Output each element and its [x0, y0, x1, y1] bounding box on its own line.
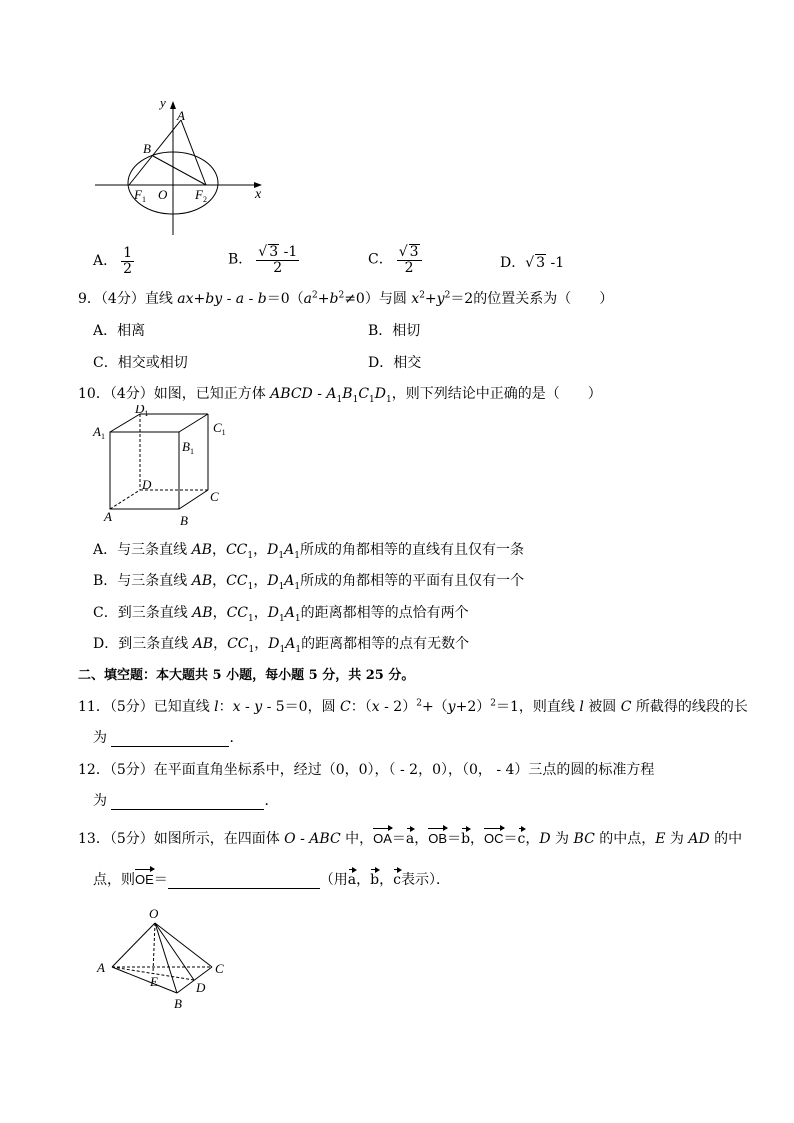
- fraction-sqrt3-minus1-over-2: $\frac{√ 3 -1}{2}$: [258, 244, 298, 276]
- q8-option-b[interactable]: B． $\frac{√ 3 -1}{2}$: [228, 244, 298, 276]
- svg-text:C: C: [215, 961, 224, 976]
- tetrahedron-figure: [92, 905, 237, 1015]
- q9-option-c[interactable]: C．相交或相切: [93, 355, 188, 371]
- y-axis-arrow: [170, 101, 176, 109]
- q8-option-a[interactable]: A． $\frac{1}{2}$: [93, 245, 133, 277]
- q9-option-a[interactable]: A．相离: [93, 323, 146, 339]
- q13-stem: 13．（5分）如图所示，在四面体 O - ABC 中，OA＝a，OB＝b，OC＝c，D 为 BC 的中点，E 为 AD 的中: [78, 831, 743, 847]
- q10-stem: 10．（4分）如图，已知正方体 ABCD - $A_1B_1C_1D_1$，则下列结论中正确的是（ ）: [78, 386, 602, 405]
- q11-answer-blank[interactable]: [111, 732, 229, 747]
- svg-text:C: C: [210, 489, 219, 504]
- q8-option-d[interactable]: D．√ 3 -1: [500, 255, 565, 271]
- svg-text:A1: $A_1$: [93, 424, 105, 441]
- fraction-sqrt3-over-2: $\frac{√ 3}{2}$: [397, 244, 422, 275]
- fraction-half: $\frac{1}{2}$: [123, 245, 133, 277]
- edge-oc: [155, 923, 212, 967]
- hidden-edge: [110, 490, 140, 509]
- edge-od: [155, 923, 194, 980]
- q10-option-a[interactable]: A．与三条直线 AB，$CC_1$，$D_1A_1$所成的角都相等的直线有且仅有一条: [93, 542, 524, 561]
- label-a: A: [177, 108, 185, 123]
- svg-text:B1: $B_1$: [182, 439, 194, 456]
- ellipse-figure: [90, 95, 275, 240]
- svg-text:A: A: [97, 960, 105, 975]
- q13-answer-blank[interactable]: [168, 874, 320, 889]
- q11-stem: 11．（5分）已知直线 l：x - y - 5＝0，圆 C：$(x - 2)^2+(y+2)^2=1$，则直线 l 被圆 C 所截得的线段的长: [78, 698, 748, 715]
- cube-front-face: [110, 432, 179, 509]
- q13-answer-line: 点，则OE＝ （用a，b，c表示）．: [93, 872, 450, 888]
- q10-option-c[interactable]: C．到三条直线 AB，$CC_1$，$D_1A_1$的距离都相等的点恰有两个: [93, 605, 469, 624]
- svg-text:O: O: [149, 906, 159, 921]
- svg-text:D1: $D_1$: [135, 405, 149, 418]
- label-o: O: [158, 187, 168, 202]
- edge-ob: [155, 923, 177, 993]
- label-b: B: [143, 141, 151, 156]
- q12-stem: 12．（5分）在平面直角坐标系中，经过（0，0），（ - 2，0），（0， - 4）三点的圆的标准方程: [78, 762, 655, 778]
- line-b-f2: [153, 156, 206, 185]
- label-f2: $F_2$: [195, 187, 207, 204]
- svg-text:B: B: [180, 513, 188, 528]
- label-f1: $F_1$: [134, 187, 146, 204]
- q10-option-b[interactable]: B．与三条直线 AB，$CC_1$，$D_1A_1$所成的角都相等的平面有且仅有一个: [93, 573, 525, 592]
- svg-text:B: B: [174, 996, 182, 1011]
- label-y: y: [160, 95, 166, 110]
- q9-stem: 9．（4分）直线 $ax+by - a - b=0(a^2+b^2\ne 0)$与圆 $x^2+y^2=2$的位置关系为（ ）: [78, 290, 614, 307]
- q11-answer-line: 为 ．: [93, 730, 244, 746]
- edge-oa: [112, 923, 155, 967]
- q9-option-d[interactable]: D．相交: [368, 355, 422, 371]
- svg-text:D: D: [142, 477, 152, 492]
- q12-answer-blank[interactable]: [111, 795, 264, 810]
- label-x: x: [255, 187, 262, 202]
- svg-text:C1: $C_1$: [213, 420, 226, 437]
- svg-text:A: A: [104, 509, 112, 524]
- q10-option-d[interactable]: D．到三条直线 AB，$CC_1$，$D_1A_1$的距离都相等的点有无数个: [93, 636, 470, 655]
- section-heading: 二、填空题：本大题共 5 小题，每小题 5 分，共 25 分。: [78, 668, 415, 683]
- svg-text:E: E: [150, 974, 158, 989]
- edge-oe-hidden: [153, 923, 155, 973]
- q8-option-c[interactable]: C． $\frac{√ 3}{2}$: [368, 244, 422, 275]
- edge-bc: [177, 967, 212, 993]
- cube-figure: [88, 405, 238, 530]
- q9-option-b[interactable]: B．相切: [368, 323, 421, 339]
- edge-ab: [112, 967, 177, 993]
- svg-text:D: D: [196, 980, 206, 995]
- q12-answer-line: 为 ．: [93, 793, 279, 809]
